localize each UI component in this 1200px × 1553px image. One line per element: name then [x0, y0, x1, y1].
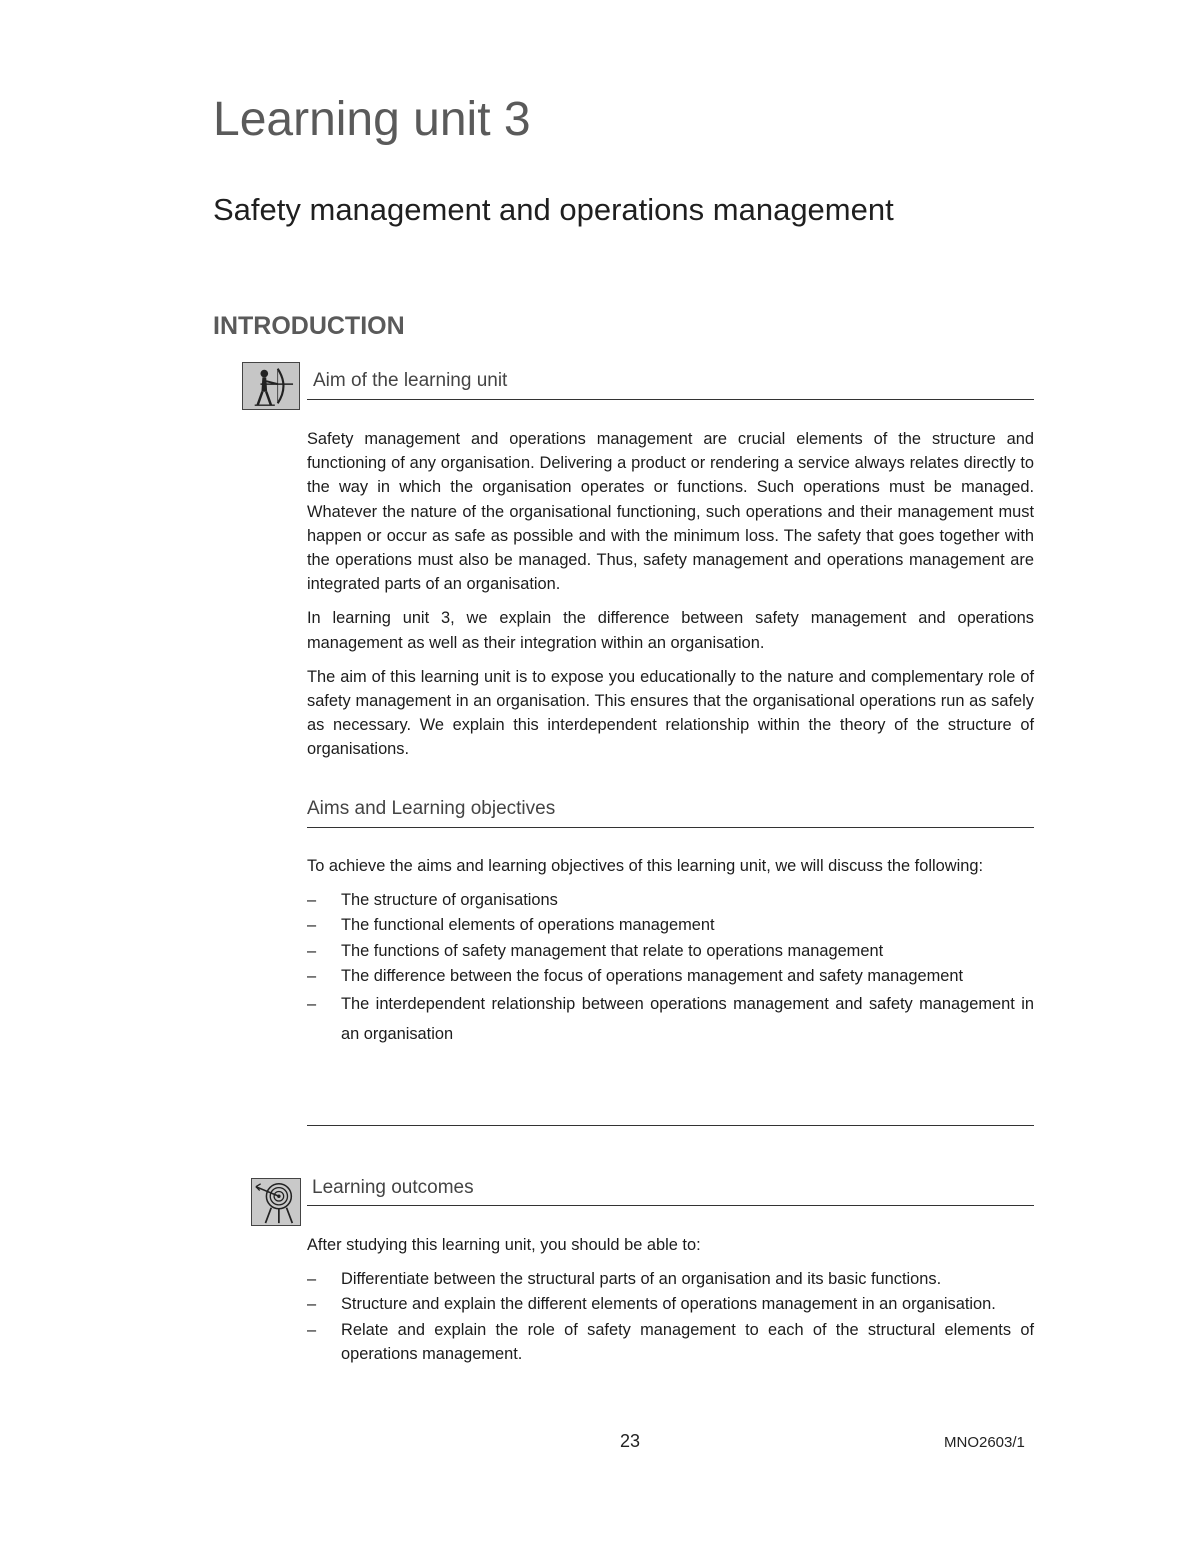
target-icon: [251, 1178, 301, 1226]
objectives-divider: [307, 827, 1034, 828]
list-item: – The functional elements of operations management: [307, 913, 1034, 937]
aim-paragraph: Safety management and operations management are crucial elements of the structure and functioning of any organisation. Delivering a product or rendering a service always relates directly to the way in which the organisation operates or functions. Such operations must be managed. Whatever the nature of the organisational functioning, such operations and their management must happen or occur as safe as possible and with the minimum loss. The safety that goes together with the operations must also be managed. Thus, safety management and operations management are integrated parts of an organisation.: [307, 430, 1034, 594]
aim-divider: [307, 399, 1034, 400]
list-item: – The structure of organisations: [307, 888, 1034, 912]
list-item: – Differentiate between the structural parts of an organisation and its basic functions.: [307, 1267, 1034, 1291]
list-item: – The functions of safety management that relate to operations management: [307, 939, 1034, 963]
outcomes-heading: Learning outcomes: [312, 1177, 474, 1198]
objectives-list: [307, 888, 1034, 1049]
list-item: – The interdependent relationship between operations management and safety management in an organisation: [307, 989, 1034, 1049]
list-item: – Structure and explain the different elements of operations management in an organisation.: [307, 1292, 1034, 1316]
unit-subtitle: Safety management and operations management: [213, 192, 894, 227]
objectives-heading: Aims and Learning objectives: [307, 798, 556, 819]
aim-paragraph: The aim of this learning unit is to expose you educationally to the nature and complementary role of safety management in an organisation. This ensures that the organisational operations run as safely as necessary. We explain this interdependent relationship within the theory of the structure of organisations.: [307, 667, 1034, 759]
aim-body: [307, 427, 1034, 772]
aim-heading: Aim of the learning unit: [313, 370, 508, 391]
objectives-body: [307, 854, 1034, 1050]
outcomes-divider: [307, 1205, 1034, 1206]
aim-paragraph: In learning unit 3, we explain the difference between safety management and operations management as well as their integration within an organisation.: [307, 609, 1034, 652]
list-item: – Relate and explain the role of safety management to each of the structural elements of operations management.: [307, 1318, 1034, 1366]
section-divider: [307, 1125, 1034, 1126]
objectives-intro: To achieve the aims and learning objectives of this learning unit, we will discuss the following:: [307, 857, 984, 875]
page-number: 23: [620, 1431, 641, 1451]
list-item: – The difference between the focus of operations management and safety management: [307, 964, 1034, 988]
course-code: MNO2603/1: [944, 1434, 1025, 1451]
outcomes-body: [307, 1233, 1034, 1367]
section-heading: INTRODUCTION: [213, 312, 405, 340]
unit-title: Learning unit 3: [213, 93, 531, 146]
archer-icon: [242, 362, 300, 410]
outcomes-list: [307, 1267, 1034, 1366]
outcomes-intro: After studying this learning unit, you should be able to:: [307, 1236, 701, 1254]
